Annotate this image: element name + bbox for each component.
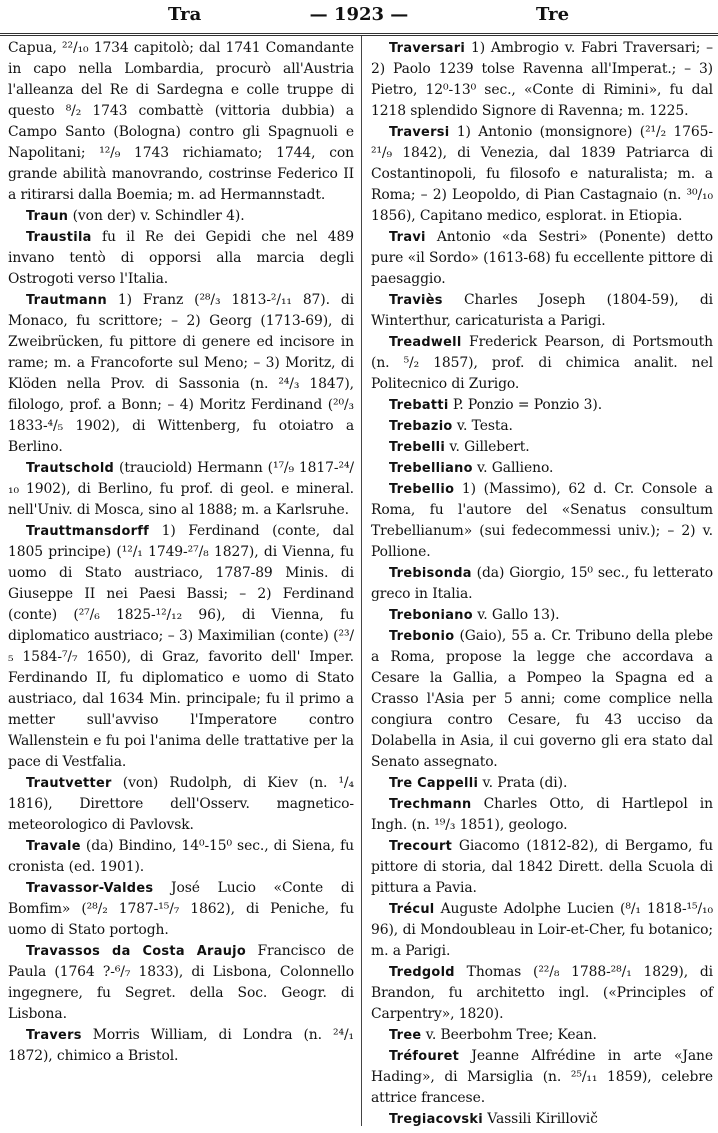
entry-text: fu il Re dei Gepidi che nel 489 invano tentò di opporsi alla marcia degli Ostrogoti verso l'Italia. (8, 229, 354, 287)
entry-headword: Treadwell (389, 335, 462, 350)
header-right-guide-word: Tre (536, 4, 570, 25)
dictionary-entry (371, 899, 713, 962)
entry-text: Thomas (²²/₈ 1788-²⁸/₁ 1829), di Brandon, fu architetto ingl. («Principles of Carpentry», 1820). (371, 964, 713, 1022)
page-header (0, 0, 718, 34)
entry-headword: Tredgold (389, 965, 455, 980)
entry-headword: Travers (26, 1028, 82, 1043)
entry-text: Charles Joseph (1804-59), di Winterthur, caricaturista a Parigi. (371, 292, 713, 329)
entry-headword: Tréfouret (389, 1049, 460, 1064)
entry-headword: Trebellio (389, 482, 455, 497)
dictionary-entry (371, 38, 713, 122)
entry-headword: Trebisonda (389, 566, 472, 581)
dictionary-entry (8, 1025, 354, 1067)
entry-headword: Travale (26, 839, 81, 854)
dictionary-entry (8, 773, 354, 836)
entry-text: Capua, ²²/₁₀ 1734 capitolò; dal 1741 Comandante in capo nella Lombardia, procurò all'Austria l'alleanza del Re di Sardegna e colle truppe di questo ⁸/₂ 1743 combattè (vittoria dubbia) a Campo Santo (Bologna) contro gli Spagnuoli e Napolitani; ¹²/₉ 1743 richiamato; 1744, con grande abilità manovrando, costrinse Federico II a ritirarsi dalla Boemia; m. ad Hermannstadt. (8, 40, 354, 203)
dictionary-entry (371, 1109, 713, 1130)
entry-headword: Trechmann (389, 797, 472, 812)
entry-headword: Traviès (389, 293, 443, 308)
dictionary-entry (8, 521, 354, 773)
entry-text: Francisco de Paula (1764 ?-⁶/₇ 1833), di Lisbona, Colonnello ingegnere, fu Segret. della Soc. Geogr. di Lisbona. (8, 943, 354, 1022)
header-rule (0, 33, 718, 34)
header-rule-secondary (0, 35, 718, 36)
entry-text: Giacomo (1812-82), di Bergamo, fu pittore di storia, dal 1842 Dirett. della Scuola di pittura a Pavia. (371, 838, 713, 896)
entry-text: (von) Rudolph, di Kiev (n. ¹/₄ 1816), Direttore dell'Osserv. magnetico-meteorologico di Pavlovsk. (8, 775, 354, 833)
entry-headword: Tree (389, 1028, 422, 1043)
entry-text: Vassili Kirillovič (482, 1111, 598, 1127)
dictionary-entry (8, 290, 354, 458)
entry-text: v. Beerbohm Tree; Kean. (421, 1027, 597, 1043)
entry-text: 1) Franz (²⁸/₃ 1813-²/₁₁ 87). di Monaco, fu scrittore; – 2) Georg (1713-69), di Zweibrücken, fu pittore di genere ed incisore in rame; m. a Francoforte sul Meno; – 3) Moritz, di Klöden nella Prov. di Sassonia (n. ²⁴/₃ 1847), filologo, prof. a Bonn; – 4) Moritz Ferdinand (²⁰/₃ 1833-⁴/₅ 1902), di Wittenberg, fu otoiatro a Berlino. (8, 292, 354, 455)
entry-text: v. Gillebert. (445, 439, 530, 455)
entry-text: Auguste Adolphe Lucien (⁸/₁ 1818-¹⁵/₁₀ 96), di Mondoubleau in Loir-et-Cher, fu botanico; m. a Parigi. (371, 901, 713, 959)
dictionary-entry (371, 1046, 713, 1109)
entry-text: v. Prata (di). (478, 775, 568, 791)
entry-headword: Traustila (26, 230, 92, 245)
dictionary-entry (8, 38, 354, 206)
entry-headword: Trebatti (389, 398, 449, 413)
entry-headword: Travassor-Valdes (26, 881, 154, 896)
dictionary-entry (8, 458, 354, 521)
dictionary-entry (371, 458, 713, 479)
entry-headword: Traun (26, 209, 69, 224)
entry-text: 1) (Massimo), 62 d. Cr. Console a Roma, fu l'autore del «Senatus consultum Trebellianum» (sui fedecommessi univ.); – 2) v. Pollione. (371, 481, 713, 560)
header-left-guide-word: Tra (168, 4, 202, 25)
dictionary-entry (371, 122, 713, 227)
entry-text: v. Gallieno. (472, 460, 554, 476)
dictionary-entry (371, 794, 713, 836)
entry-text: Morris William, di Londra (n. ²⁴/₁ 1872), chimico a Bristol. (8, 1027, 354, 1064)
entry-headword: Traversi (389, 125, 450, 140)
entry-text: Frederick Pearson, di Portsmouth (n. ⁵/₂ 1857), prof. di chimica analit. nel Politecnico di Zurigo. (371, 334, 713, 392)
dictionary-entry (8, 878, 354, 941)
entry-text: v. Testa. (452, 418, 513, 434)
column-divider (361, 36, 362, 1126)
entry-text: Antonio «da Sestri» (Ponente) detto pure «il Sordo» (1613-68) fu eccellente pittore di paesaggio. (371, 229, 713, 287)
dictionary-entry (8, 941, 354, 1025)
dictionary-entry (371, 290, 713, 332)
entry-text: Jeanne Alfrédine in arte «Jane Hading», di Marsiglia (n. ²⁵/₁₁ 1859), celebre attrice francese. (371, 1048, 713, 1106)
entry-headword: Tre Cappelli (389, 776, 479, 791)
dictionary-entry (371, 626, 713, 773)
entry-headword: Trebonio (389, 629, 455, 644)
dictionary-entry (371, 479, 713, 563)
dictionary-entry (371, 563, 713, 605)
dictionary-entry (371, 395, 713, 416)
entry-text: (da) Bindino, 14⁰-15⁰ sec., di Siena, fu cronista (ed. 1901). (8, 838, 354, 875)
dictionary-entry (371, 1025, 713, 1046)
entry-text: 1) Ambrogio v. Fabri Traversari; – 2) Paolo 1239 tolse Ravenna all'Imperat.; – 3) Pietro, 12⁰-13⁰ sec., «Conte di Rimini», fu dal 1218 splendido Signore di Ravenna; m. 1225. (371, 40, 713, 119)
entry-headword: Trautvetter (26, 776, 112, 791)
entry-headword: Trebelliano (389, 461, 473, 476)
dictionary-entry (371, 836, 713, 899)
entry-headword: Travassos da Costa Araujo (26, 944, 247, 959)
entry-headword: Treboniano (389, 608, 473, 623)
dictionary-entry (371, 605, 713, 626)
entry-headword: Trécul (389, 902, 435, 917)
entry-headword: Travi (389, 230, 426, 245)
dictionary-entry (8, 227, 354, 290)
entry-text: Charles Otto, di Hartlepol in Ingh. (n. ¹⁹/₃ 1851), geologo. (371, 796, 713, 833)
entry-text: José Lucio «Conte di Bomfim» (²⁸/₂ 1787-¹⁵/₇ 1862), di Peniche, fu uomo di Stato portogh. (8, 880, 354, 938)
dictionary-entry (371, 227, 713, 290)
right-column (371, 38, 713, 1130)
dictionary-entry (371, 332, 713, 395)
entry-text: (trauciold) Hermann (¹⁷/₉ 1817-²⁴/₁₀ 1902), di Berlino, fu prof. di geol. e mineral. nell'Univ. di Mosca, sino al 1888; m. a Karlsruhe. (8, 460, 354, 518)
entry-text: (da) Giorgio, 15⁰ sec., fu letterato greco in Italia. (371, 565, 713, 602)
dictionary-entry (371, 773, 713, 794)
dictionary-entry (371, 437, 713, 458)
entry-text: 1) Ferdinand (conte, dal 1805 principe) (¹²/₁ 1749-²⁷/₈ 1827), di Vienna, fu uomo di Stato austriaco, 1787-89 Minis. di Giuseppe II nei Paesi Bassi; – 2) Ferdinand (conte) (²⁷/₆ 1825-¹²/₁₂ 96), di Vienna, fu diplomatico austriaco; – 3) Maximilian (conte) (²³/₅ 1584-⁷/₇ 1650), di Graz, favorito dell' Imper. Ferdinando II, fu diplomatico e uomo di Stato austriaco, dal 1634 Min. principale; fu il primo a metter sull'avviso l'Imperatore contro Wallenstein e fu poi l'anima delle trattative per la pace di Vestfalia. (8, 523, 354, 770)
entry-headword: Tregiacovski (389, 1112, 483, 1127)
entry-headword: Traversari (389, 41, 466, 56)
entry-text: (von der) v. Schindler 4). (68, 208, 245, 224)
dictionary-entry (8, 206, 354, 227)
entry-headword: Trautmann (26, 293, 107, 308)
dictionary-entry (8, 836, 354, 878)
entry-text: 1) Antonio (monsignore) (²¹/₂ 1765-²¹/₉ 1842), di Venezia, dal 1839 Patriarca di Costantinopoli, fu filosofo e naturalista; m. a Roma; – 2) Leopoldo, di Pian Castagnaio (n. ³⁰/₁₀ 1856), Capitano medico, esplorat. in Etiopia. (371, 124, 713, 224)
entry-headword: Trebelli (389, 440, 446, 455)
dictionary-entry (371, 962, 713, 1025)
entry-headword: Trautschold (26, 461, 115, 476)
entry-headword: Trebazio (389, 419, 453, 434)
entry-headword: Trecourt (389, 839, 453, 854)
dictionary-entry (371, 416, 713, 437)
entry-text: v. Gallo 13). (472, 607, 560, 623)
entry-text: (Gaio), 55 a. Cr. Tribuno della plebe a Roma, propose la legge che accordava a Cesare la Gallia, a Pompeo la Spagna ed a Crasso l'Asia per 5 anni; come complice nella congiura contro Cesare, fu 43 ucciso da Dolabella in Asia, il cui governo gli era stato dal Senato assegnato. (371, 628, 713, 770)
entry-headword: Trauttmansdorff (26, 524, 150, 539)
entry-text: P. Ponzio = Ponzio 3). (448, 397, 603, 413)
left-column (8, 38, 354, 1067)
page-number: — 1923 — (309, 4, 409, 25)
